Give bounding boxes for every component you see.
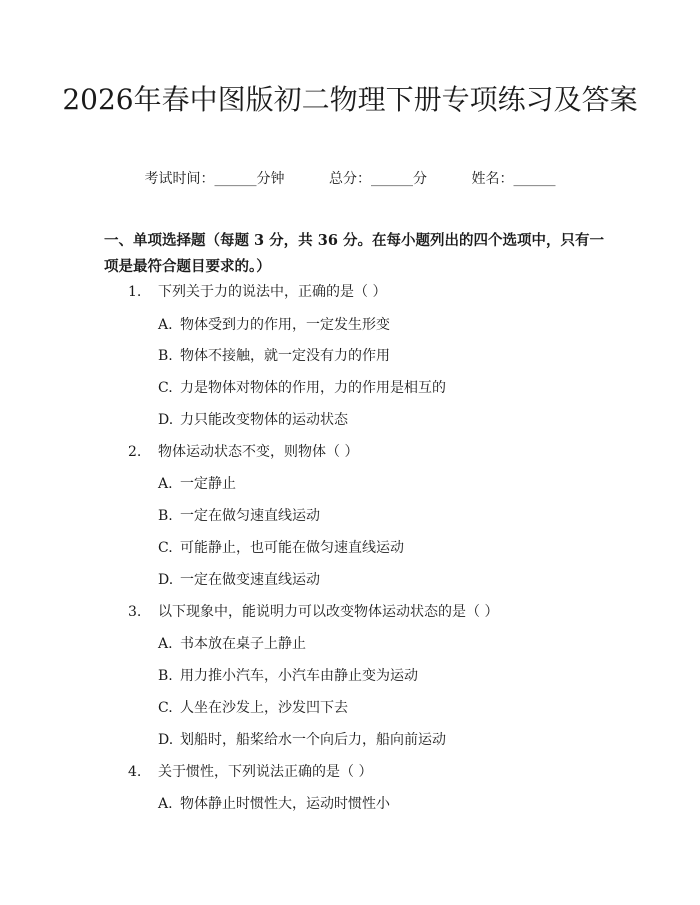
option-1c bbox=[158, 377, 446, 397]
question-number: 1. bbox=[128, 284, 142, 300]
option-letter: A. bbox=[158, 796, 173, 812]
question-1 bbox=[128, 281, 386, 301]
option-text: 物体静止时惯性大，运动时惯性小 bbox=[180, 796, 390, 812]
option-1b bbox=[158, 345, 390, 365]
section-heading: 一、单项选择题（每题 3 分，共 36 分。在每小题列出的四个选项中，只有一项是最符合题目要求的。） bbox=[104, 232, 604, 275]
option-letter: C. bbox=[158, 700, 173, 716]
question-2 bbox=[128, 441, 358, 461]
option-text: 一定在做匀速直线运动 bbox=[180, 508, 320, 524]
exam-time-field: 考试时间：______分钟 bbox=[144, 171, 285, 187]
option-3d bbox=[158, 729, 446, 749]
option-text: 力只能改变物体的运动状态 bbox=[180, 412, 348, 428]
question-number: 3. bbox=[128, 604, 142, 620]
option-letter: A. bbox=[158, 476, 173, 492]
option-3b bbox=[158, 665, 418, 685]
question-stem: 物体运动状态不变，则物体（ ） bbox=[158, 444, 359, 460]
option-2a bbox=[158, 473, 236, 493]
option-letter: A. bbox=[158, 636, 173, 652]
question-number: 4. bbox=[128, 764, 142, 780]
option-4a bbox=[158, 793, 390, 813]
question-stem: 关于惯性，下列说法正确的是（ ） bbox=[158, 764, 373, 780]
option-letter: C. bbox=[158, 380, 173, 396]
option-letter: B. bbox=[158, 348, 173, 364]
option-text: 用力推小汽车，小汽车由静止变为运动 bbox=[180, 668, 418, 684]
option-letter: D. bbox=[158, 732, 174, 748]
option-2d bbox=[158, 569, 320, 589]
question-3 bbox=[128, 601, 498, 621]
option-text: 人坐在沙发上，沙发凹下去 bbox=[180, 700, 348, 716]
option-text: 力是物体对物体的作用，力的作用是相互的 bbox=[180, 380, 446, 396]
option-text: 一定在做变速直线运动 bbox=[180, 572, 320, 588]
option-letter: D. bbox=[158, 572, 174, 588]
option-text: 物体不接触，就一定没有力的作用 bbox=[180, 348, 390, 364]
question-4 bbox=[128, 761, 372, 781]
option-text: 可能静止，也可能在做匀速直线运动 bbox=[180, 540, 404, 556]
option-text: 划船时，船桨给水一个向后力，船向前运动 bbox=[180, 732, 446, 748]
option-letter: A. bbox=[158, 317, 173, 333]
exam-meta bbox=[0, 168, 700, 188]
option-letter: B. bbox=[158, 668, 173, 684]
option-letter: D. bbox=[158, 412, 174, 428]
option-3a bbox=[158, 633, 306, 653]
option-text: 物体受到力的作用，一定发生形变 bbox=[180, 317, 390, 333]
option-text: 书本放在桌子上静止 bbox=[180, 636, 306, 652]
total-score-field: 总分：______分 bbox=[329, 171, 427, 187]
option-3c bbox=[158, 697, 348, 717]
option-2c bbox=[158, 537, 404, 557]
option-2b bbox=[158, 505, 320, 525]
option-1a bbox=[158, 314, 390, 334]
option-text: 一定静止 bbox=[180, 476, 236, 492]
question-stem: 以下现象中，能说明力可以改变物体运动状态的是（ ） bbox=[158, 604, 499, 620]
student-name-field: 姓名：______ bbox=[471, 171, 556, 187]
option-letter: B. bbox=[158, 508, 173, 524]
page-title: 2026年春中图版初二物理下册专项练习及答案 bbox=[62, 83, 638, 116]
option-letter: C. bbox=[158, 540, 173, 556]
option-1d bbox=[158, 409, 348, 429]
question-number: 2. bbox=[128, 444, 142, 460]
question-stem: 下列关于力的说法中，正确的是（ ） bbox=[158, 284, 387, 300]
